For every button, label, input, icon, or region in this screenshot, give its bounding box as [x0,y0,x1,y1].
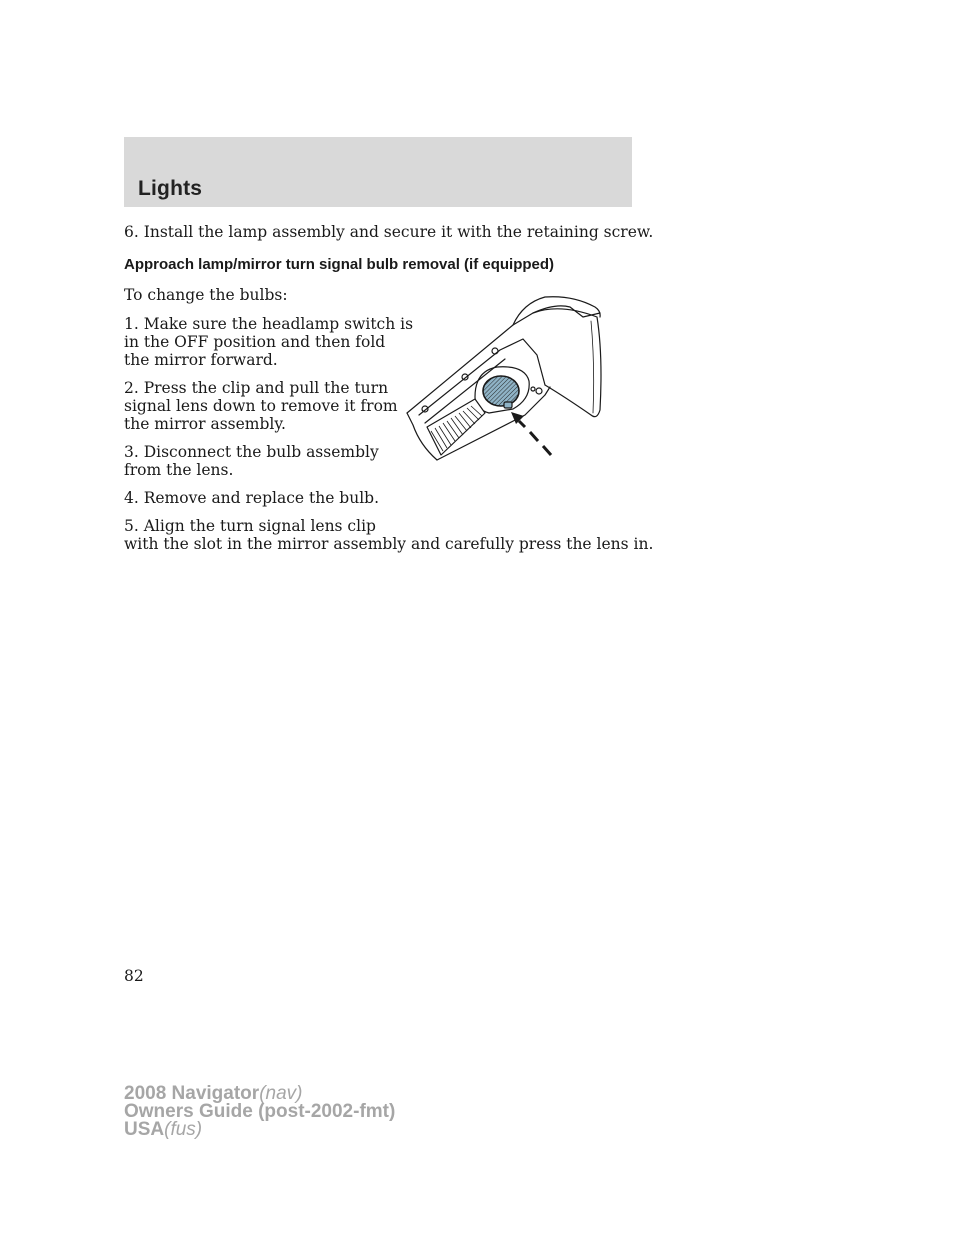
footer-model-code: (nav) [259,1083,303,1104]
section-title: Lights [138,177,203,200]
section-header-band [124,137,632,207]
footer-market-code: (fus) [164,1119,203,1140]
footer-model: 2008 Navigator [124,1083,260,1104]
step-1-line-2: in the OFF position and then fold [124,333,386,351]
step-2-line-2: signal lens down to remove it from [124,397,398,415]
step-3-line-1: 3. Disconnect the bulb assembly [124,443,379,461]
step-6-text: 6. Install the lamp assembly and secure it with the retaining screw. [124,223,654,241]
step-2-line-3: the mirror assembly. [124,415,286,433]
step-5-line-2: with the slot in the mirror assembly and carefully press the lens in. [124,535,654,553]
step-5-line-1: 5. Align the turn signal lens clip [124,517,376,535]
step-2-line-1: 2. Press the clip and pull the turn [124,379,389,397]
step-4-text: 4. Remove and replace the bulb. [124,489,380,507]
step-3-line-2: from the lens. [124,461,234,479]
step-1-line-1: 1. Make sure the headlamp switch is [124,315,414,333]
step-1-line-3: the mirror forward. [124,351,278,369]
intro-text: To change the bulbs: [124,286,288,304]
subheading: Approach lamp/mirror turn signal bulb removal (if equipped) [124,256,555,273]
footer-guide: Owners Guide (post-2002-fmt) [124,1101,396,1122]
footer [124,1085,395,1139]
footer-market: USA [124,1119,165,1140]
mirror-turn-signal-lens-diagram [405,295,620,465]
page-number: 82 [124,967,144,985]
